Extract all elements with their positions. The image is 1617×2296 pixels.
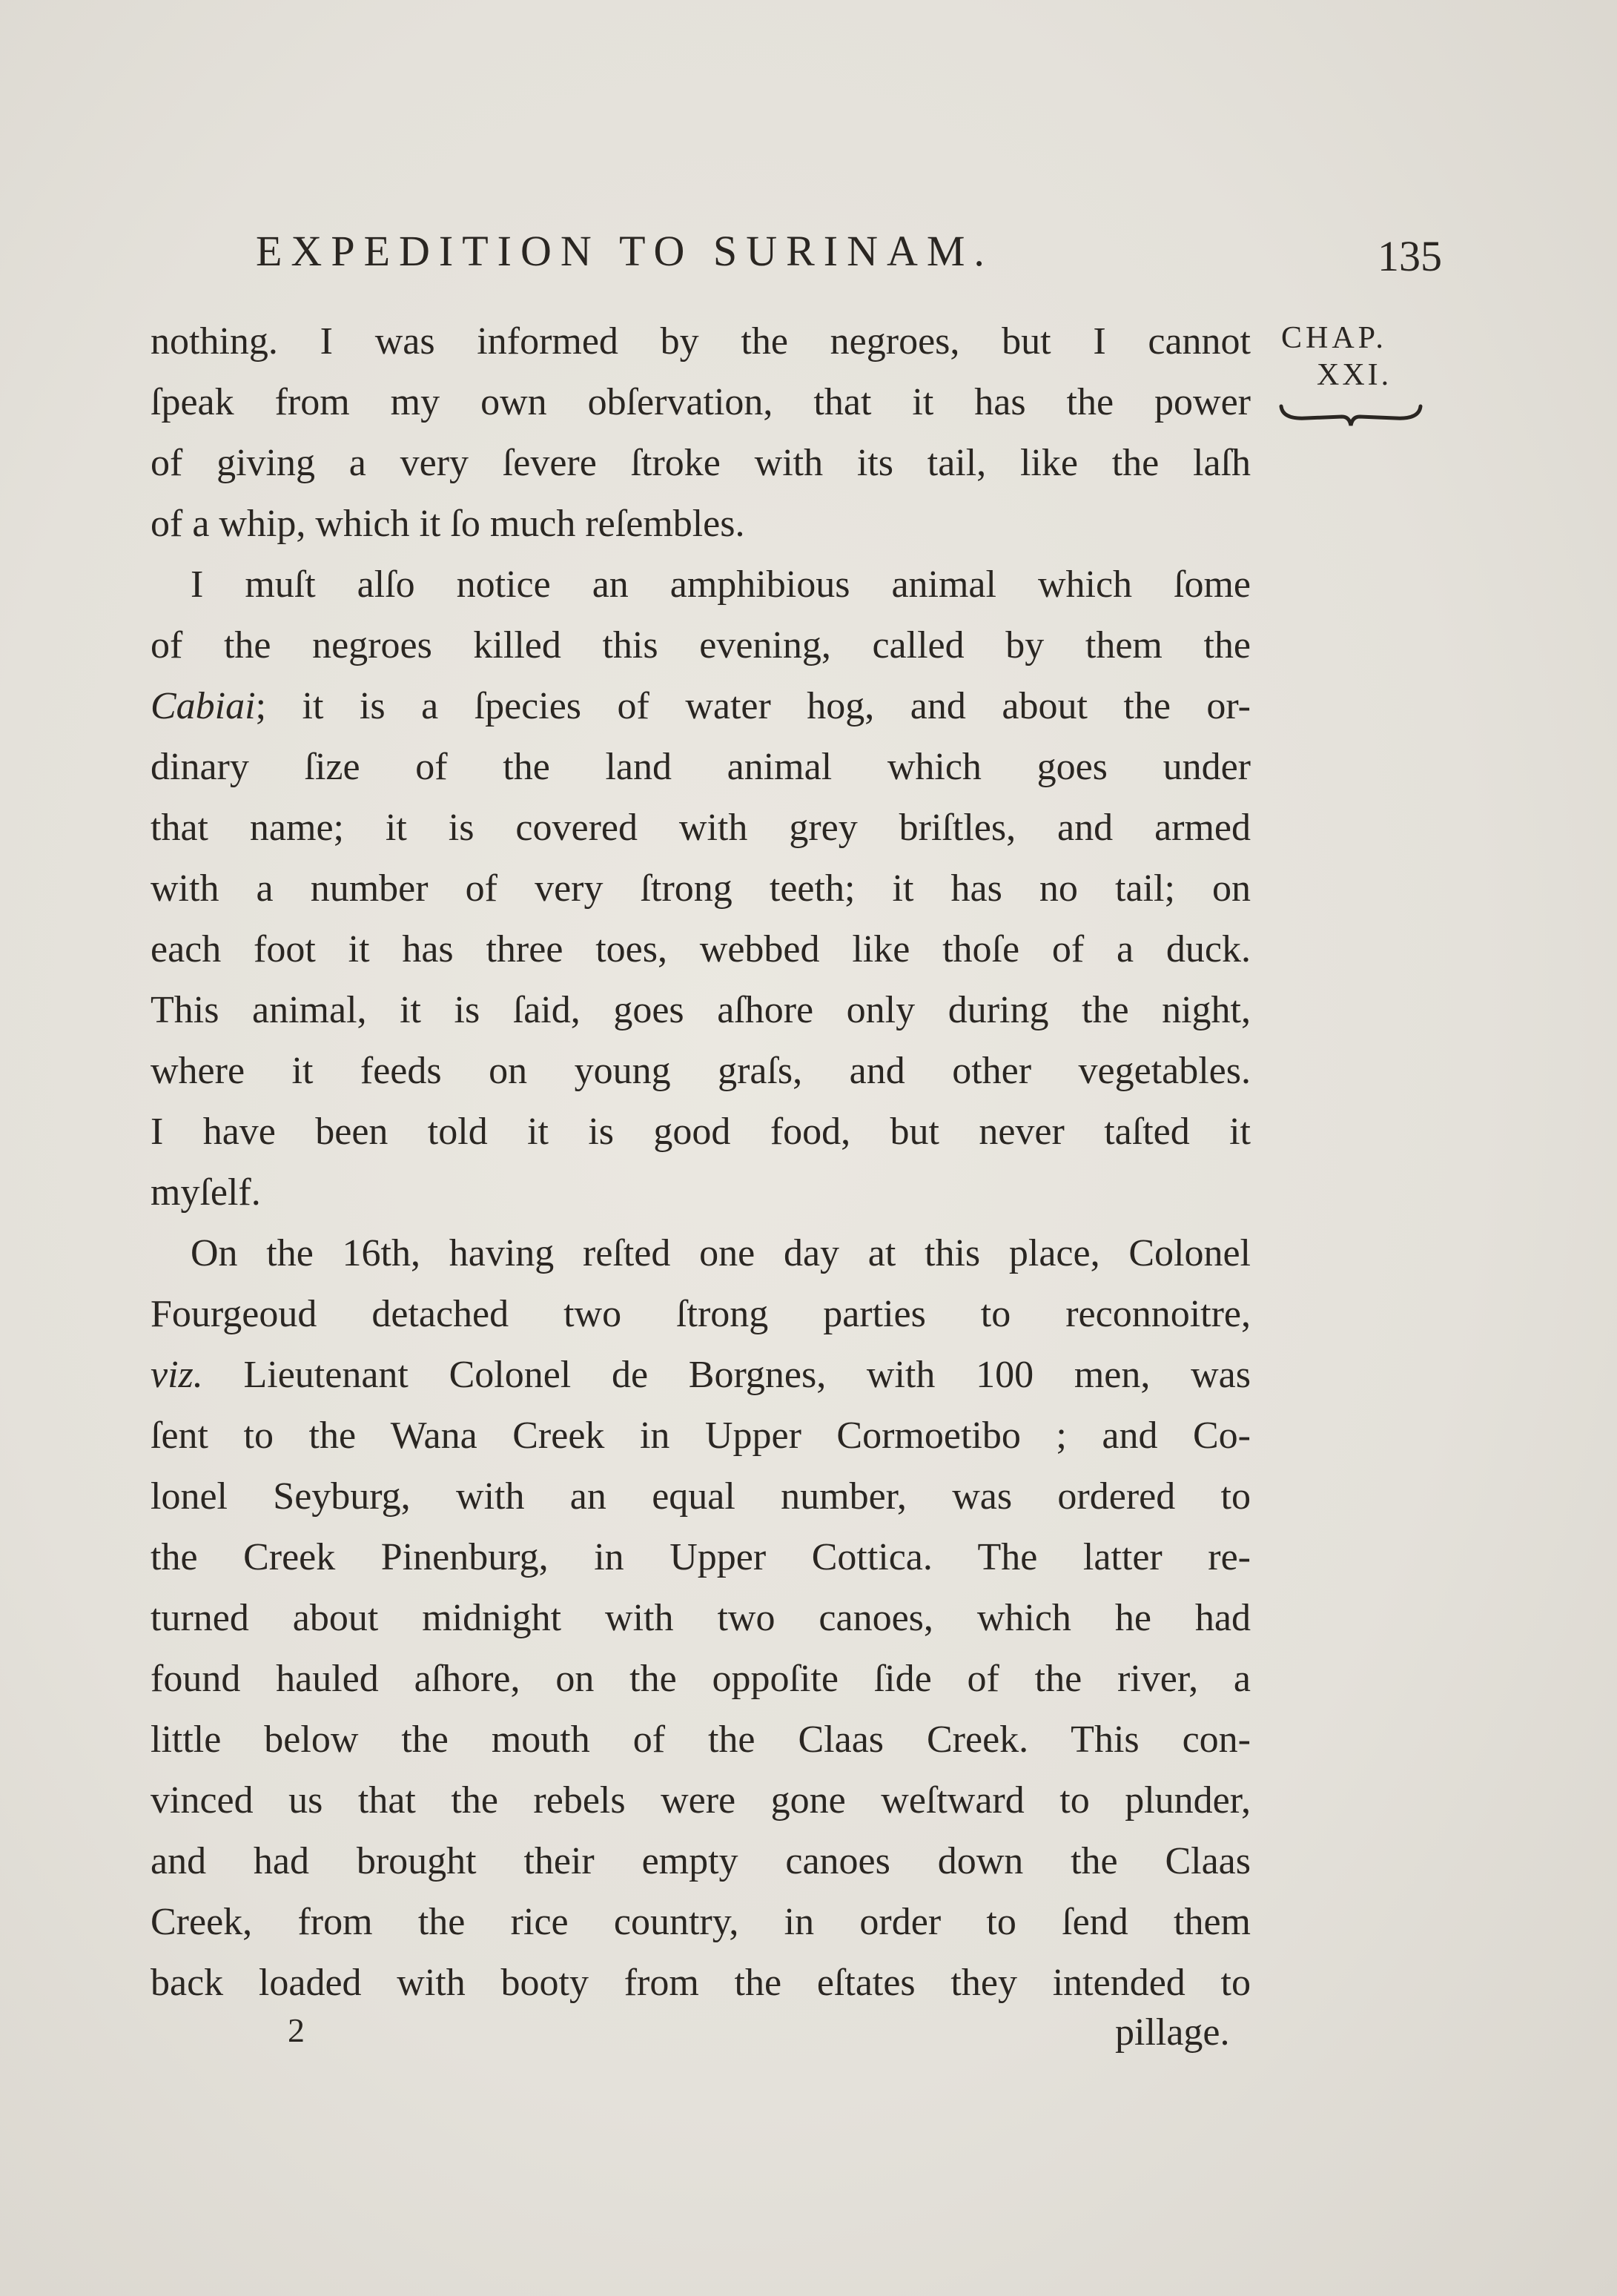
text-line: where it feeds on young graſs, and other vegetables.: [151, 1050, 1251, 1092]
text-line: that name; it is covered with grey briſtles, and armed: [151, 807, 1251, 849]
text-line: ſent to the Wana Creek in Upper Cormoetibo ; and Co-: [151, 1415, 1251, 1457]
text-line: found hauled aſhore, on the oppoſite ſide of the river, a: [151, 1658, 1251, 1700]
text-line: of a whip, which it ſo much reſembles.: [151, 503, 745, 545]
page-number: 135: [1378, 232, 1442, 280]
text-line: vinced us that the rebels were gone weſtward to plunder,: [151, 1779, 1251, 1822]
catchword: pillage.: [1115, 2011, 1230, 2054]
margin-chapter-number: XXI.: [1317, 358, 1392, 392]
text-line: dinary ſize of the land animal which goes under: [151, 746, 1251, 788]
text-line: of giving a very ſevere ſtroke with its tail, like the laſh: [151, 442, 1251, 484]
text-line: and had brought their empty canoes down the Claas: [151, 1840, 1251, 1882]
text-line: ſpeak from my own obſervation, that it has the power: [151, 381, 1251, 423]
text-line: Cabiai; it is a ſpecies of water hog, and about the or-: [151, 685, 1251, 727]
margin-chapter-label: CHAP.: [1281, 321, 1387, 355]
text-line: lonel Seyburg, with an equal number, was ordered to: [151, 1475, 1251, 1518]
text-line: each foot it has three toes, webbed like thoſe of a duck.: [151, 928, 1251, 970]
text-line: myſelf.: [151, 1171, 261, 1214]
text-line: turned about midnight with two canoes, which he had: [151, 1597, 1251, 1639]
text-line: little below the mouth of the Claas Creek. This con-: [151, 1718, 1251, 1761]
running-head: EXPEDITION TO SURINAM.: [256, 227, 993, 275]
text-line: of the negroes killed this evening, called by them the: [151, 624, 1251, 666]
text-line: I have been told it is good food, but never taſted it: [151, 1111, 1251, 1153]
text-line: On the 16th, having reſted one day at this place, Colonel: [191, 1232, 1251, 1274]
signature-mark: 2: [288, 2011, 305, 2049]
text-line: I muſt alſo notice an amphibious animal which ſome: [191, 563, 1251, 606]
body-text: [151, 311, 1251, 2014]
text-line: Fourgeoud detached two ſtrong parties to reconnoitre,: [151, 1293, 1251, 1335]
text-line: with a number of very ſtrong teeth; it has no tail; on: [151, 867, 1251, 910]
text-line: Creek, from the rice country, in order to ſend them: [151, 1901, 1251, 1943]
text-line: back loaded with booty from the eſtates they intended to: [151, 1962, 1251, 2004]
margin-brace-ornament: [1277, 400, 1425, 430]
text-line: nothing. I was informed by the negroes, but I cannot: [151, 320, 1251, 363]
text-line: viz. Lieutenant Colonel de Borgnes, with 100 men, was: [151, 1354, 1251, 1396]
text-line: the Creek Pinenburg, in Upper Cottica. The latter re-: [151, 1536, 1251, 1578]
text-line: This animal, it is ſaid, goes aſhore only during the night,: [151, 989, 1251, 1031]
